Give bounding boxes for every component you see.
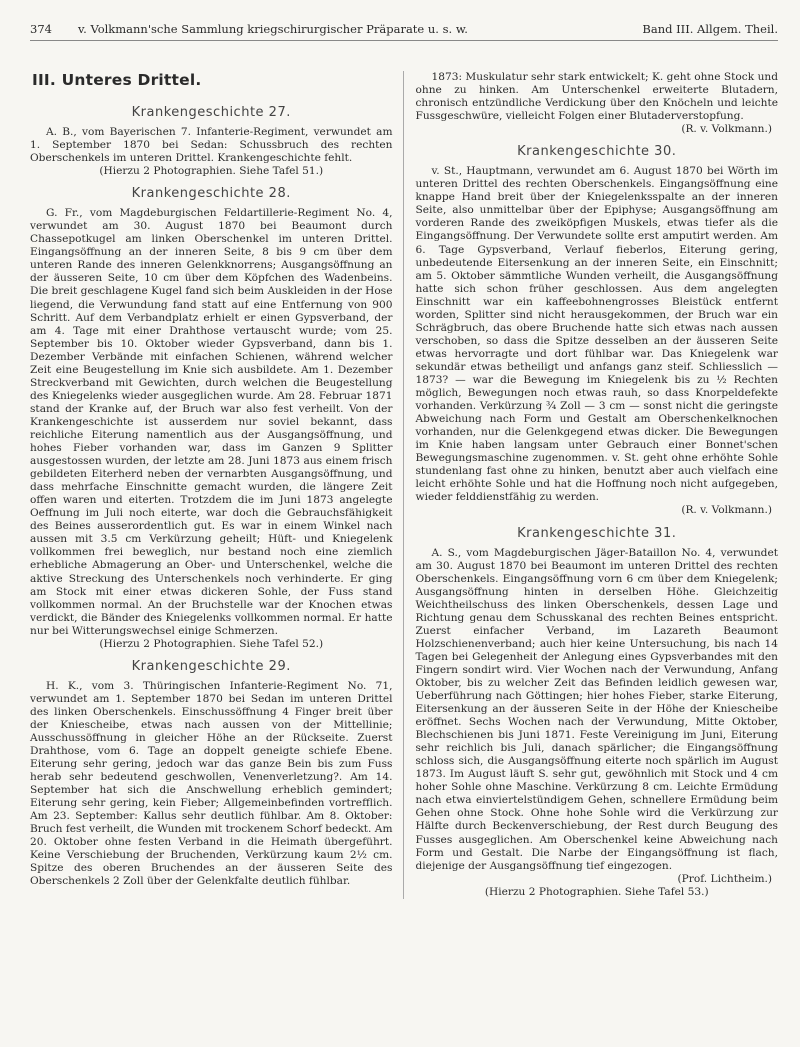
page-number: 374 xyxy=(30,22,52,36)
case-30-signature: (R. v. Volkmann.) xyxy=(681,504,772,517)
case-30-title: Krankengeschichte 30. xyxy=(517,144,677,160)
case-29-title: Krankengeschichte 29. xyxy=(131,658,291,674)
case-27-note: (Hierzu 2 Photographien. Siehe Tafel 51.) xyxy=(99,165,324,178)
case-28-title: Krankengeschichte 28. xyxy=(131,186,291,202)
case-31-note: (Hierzu 2 Photographien. Siehe Tafel 53.) xyxy=(484,885,709,898)
case-31-signature: (Prof. Lichtheim.) xyxy=(677,872,772,885)
running-head-title: v. Volkmann'sche Sammlung kriegschirurgischer Präparate u. s. w. xyxy=(78,22,468,36)
case-27-title: Krankengeschichte 27. xyxy=(131,105,291,120)
running-head xyxy=(30,22,778,41)
left-column xyxy=(30,71,404,899)
section-title: III. Unteres Drittel. xyxy=(32,71,202,89)
case-29-continued-text: 1873: Muskulatur sehr stark entwickelt; K. geht ohne Stock und ohne zu hinken. Am Unterschenkel erweiterte Blutadern, chronisch entzündliche Verdickung über den Knöcheln und leichte Fussgeschwüre, vielleicht Folgen einer Blutaderverstopfung. xyxy=(415,71,778,123)
case-28-text: G. Fr., vom Magdeburgischen Feldartillerie-Regiment No. 4, verwundet am 30. August 1870 bei Beaumont durch Chassepotkugel am linken Oberschenkel im unteren Drittel. Eingangsöffnung an der inneren Seite, 8 bis 9 cm über dem unteren Rande des inneren Gelenkknorrens; Ausgangsöffnung an der äusseren Seite, 10 cm über dem Köpfchen des Wadenbeins. Die breit geschlagene Kugel fand sich beim Auskleiden in der Hose liegend, die Verwundung fand statt auf eine Entfernung von 900 Schritt. Auf dem Verbandplatz erhielt er einen Gypsverband, der am 4. Tage mit einer Drahthose vertauscht wurde; vom 25. September bis 10. Oktober wieder Gypsverband, dann bis 1. Dezember Verbände mit einfachen Schienen, während welcher Zeit eine Beugestellung im Knie sich ausbildete. Am 1. Dezember Streckverband mit Gewichten, durch welchen die Beugestellung des Kniegelenks wieder ausgeglichen wurde. Am 28. Februar 1871 stand der Kranke auf, der Bruch war also fest verheilt. Von der Krankengeschichte ist ausserdem nur soviel bekannt, dass reichliche Eiterung namentlich aus der Ausgangsöffnung, und hohes Fieber vorhanden war, dass im Ganzen 9 Splitter ausgestossen wurden, der letzte am 28. Juni 1873 aus einem frisch gebildeten Eiterherd neben der vernarbten Ausgangsöffnung, und dass mehrfache Einschnitte gemacht wurden, die längere Zeit offen waren und eiterten. Trotzdem die im Juni 1873 angelegte Oeffnung im Juli noch eiterte, war doch die Gebrauchsfähigkeit des Beines ausserordentlich gut. Es war in einem Winkel nach aussen mit 3.5 cm Verkürzung geheilt; Hüft- und Kniegelenk vollkommen frei beweglich, nur bestand noch eine ziemlich erhebliche Abmagerung an Ober- und Unterschenkel, welche die aktive Streckung des Unterschenkels noch verhinderte. Er ging am Stock mit einer etwas dickeren Sohle, der Fuss stand vollkommen normal. An der Bruchstelle war der Knochen etwas verdickt, die Bänder des Kniegelenks vollkommen normal. Er hatte nur bei Witterungswechsel einige Schmerzen. xyxy=(30,207,393,637)
case-29-text: H. K., vom 3. Thüringischen Infanterie-Regiment No. 71, verwundet am 1. September 1870 bei Sedan im unteren Drittel des linken Oberschenkels. Einschussöffnung 4 Finger breit über der Kniescheibe, etwas nach aussen von der Mittellinie; Ausschussöffnung in gleicher Höhe an der Rückseite. Zuerst Drahthose, vom 6. Tage an doppelt geneigte schiefe Ebene. Eiterung sehr gering, jedoch war das ganze Bein bis zum Fuss herab sehr bedeutend geschwollen, Venenverletzung?. Am 14. September hat sich die Anschwellung erheblich gemindert; Eiterung sehr gering, kein Fieber; Allgemeinbefinden vortrefflich. Am 23. September: Kallus sehr deutlich fühlbar. Am 8. Oktober: Bruch fest verheilt, die Wunden mit trockenem Schorf bedeckt. Am 20. Oktober ohne festen Verband in die Heimath übergeführt. Keine Verschiebung der Bruchenden, Verkürzung kaum 2½ cm. Spitze des oberen Bruchendes an der äusseren Seite des Oberschenkels 2 Zoll über der Gelenkfalte deutlich fühlbar. xyxy=(30,679,393,888)
book-page xyxy=(30,22,778,899)
text-columns xyxy=(30,71,778,899)
case-31-title: Krankengeschichte 31. xyxy=(517,525,677,541)
right-column xyxy=(404,71,779,899)
case-27-text: A. B., vom Bayerischen 7. Infanterie-Regiment, verwundet am 1. September 1870 bei Sedan: Schussbruch des rechten Oberschenkels im unteren Drittel. Krankengeschichte fehlt. xyxy=(30,126,393,165)
running-head-volume: Band III. Allgem. Theil. xyxy=(642,22,778,36)
case-30-text: v. St., Hauptmann, verwundet am 6. August 1870 bei Wörth im unteren Drittel des rechten Oberschenkels. Eingangsöffnung eine knappe Hand breit über der Kniegelenksspalte an der inneren Seite, also unmittelbar über der Epiphyse; Ausgangsöffnung am vorderen Rande des zweiköpfigen Muskels, etwas tiefer als die Eingangsöffnung. Der Verwundete sollte erst amputirt werden. Am 6. Tage Gypsverband, Verlauf fieberlos, Eiterung gering, unbedeutende Eitersenkung an der inneren Seite, ein Einschnitt; am 5. Oktober sämmtliche Wunden verheilt, die Ausgangsöffnung hatte sich schon früher geschlossen. Aus dem angelegten Einschnitt war ein kaffeebohnengrosses Bleistück entfernt worden, Splitter sind nicht herausgekommen, der Bruch war ein Schrägbruch, das obere Bruchende hatte sich etwas nach aussen verschoben, so dass die Spitze desselben an der äusseren Seite etwas hervorragte und dort fühlbar war. Das Kniegelenk war sekundär etwas betheiligt und anfangs ganz steif. Schliesslich — 1873? — war die Bewegung im Kniegelenk bis zu ½ Rechten möglich, Bewegungen noch etwas rauh, so dass Knorpeldefekte vorhanden. Verkürzung ¾ Zoll — 3 cm — sonst nicht die geringste Abweichung nach Form und Gestalt am Oberschenkelknochen vorhanden, nur die Gelenkgegend etwas dicker. Die Bewegungen im Knie haben langsam unter Gebrauch einer Bonnet'schen Bewegungsmaschine zugenommen. v. St. geht ohne erhöhte Sohle stundenlang fast ohne zu hinken, benutzt aber auch vielfach eine leicht erhöhte Sohle und hat die Hoffnung noch nicht aufgegeben, wieder felddienstfähig zu werden. xyxy=(415,165,778,504)
case-28-note: (Hierzu 2 Photographien. Siehe Tafel 52.) xyxy=(99,637,324,650)
case-29-signature: (R. v. Volkmann.) xyxy=(681,123,772,136)
case-31-text: A. S., vom Magdeburgischen Jäger-Bataillon No. 4, verwundet am 30. August 1870 bei Beaumont im unteren Drittel des rechten Oberschenkels. Eingangsöffnung vorn 6 cm über dem Kniegelenk; Ausgangsöffnung hinten in derselben Höhe. Gleichzeitig Weichtheilschuss des linken Oberschenkels, dessen Lage und Richtung genau dem Schusskanal des rechten Beines entspricht. Zuerst einfacher Verband, im Lazareth Beaumont Holzschienenverband; auch hier keine Untersuchung, bis nach 14 Tagen bei Gelegenheit der Anlegung eines Gypsverbandes mit den Fingern sondirt wird. Vier Wochen nach der Verwundung, Anfang Oktober, bis zu welcher Zeit das Befinden leidlich gewesen war, Ueberführung nach Göttingen; hier hohes Fieber, starke Eiterung, Eitersenkung an der äusseren Seite in der Höhe der Kniescheibe eröffnet. Sechs Wochen nach der Verwundung, Mitte Oktober, Blechschienen bis Juni 1871. Feste Vereinigung im Juni, Eiterung sehr reichlich bis Juli, danach spärlicher; die Eingangsöffnung schloss sich, die Ausgangsöffnung eiterte noch spärlich im August 1873. Im August läuft S. sehr gut, gewöhnlich mit Stock und 4 cm hoher Sohle ohne Maschine. Verkürzung 8 cm. Leichte Ermüdung nach etwa einviertelstündigem Gehen, schnellere Ermüdung beim Gehen ohne Stock. Ohne hohe Sohle wird die Verkürzung zur Hälfte durch Beckenverschiebung, der Rest durch Beugung des Fusses ausgeglichen. Am Oberschenkel keine Abweichung nach Form und Gestalt. Die Narbe der Eingangsöffnung ist flach, diejenige der Ausgangsöffnung tief eingezogen. xyxy=(415,546,778,872)
